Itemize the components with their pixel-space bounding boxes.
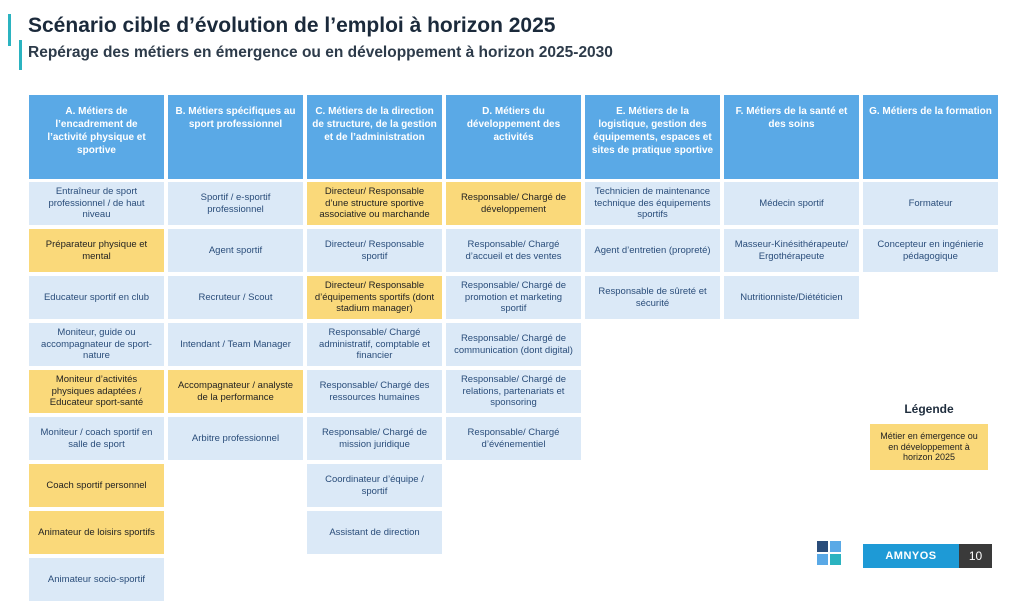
job-cell: Masseur-Kinésithérapeute/ Ergothérapeute (724, 229, 859, 272)
legend-title: Légende (904, 402, 954, 416)
column-header: A. Métiers de l’encadrement de l’activité physique et sportive (29, 95, 164, 179)
job-cell: Responsable/ Chargé de mission juridique (307, 417, 442, 460)
job-cell: Médecin sportif (724, 182, 859, 225)
cdps-logo-icon (817, 541, 847, 567)
job-cell: Sportif / e-sportif professionnel (168, 182, 303, 225)
job-cell-emerging: Responsable/ Chargé de développement (446, 182, 581, 225)
page-title: Scénario cible d’évolution de l’emploi à horizon 2025 (28, 14, 556, 37)
job-cell: Technicien de maintenance technique des équipements sportifs (585, 182, 720, 225)
job-cell: Coordinateur d’équipe / sportif (307, 464, 442, 507)
column-header: D. Métiers du développement des activités (446, 95, 581, 179)
job-cell: Responsable de sûreté et sécurité (585, 276, 720, 319)
job-cell: Assistant de direction (307, 511, 442, 554)
job-cell: Concepteur en ingénierie pédagogique (863, 229, 998, 272)
job-cell-emerging: Accompagnateur / analyste de la performance (168, 370, 303, 413)
job-cell-emerging: Animateur de loisirs sportifs (29, 511, 164, 554)
job-cell: Animateur socio-sportif (29, 558, 164, 601)
column-header: F. Métiers de la santé et des soins (724, 95, 859, 179)
job-cell: Recruteur / Scout (168, 276, 303, 319)
job-cell: Formateur (863, 182, 998, 225)
job-cell-emerging: Préparateur physique et mental (29, 229, 164, 272)
subtitle-accent-bar (19, 40, 22, 70)
page-subtitle: Repérage des métiers en émergence ou en développement à horizon 2025-2030 (28, 44, 613, 61)
column-header: E. Métiers de la logistique, gestion des équipements, espaces et sites de pratique sportive (585, 95, 720, 179)
jobs-grid (29, 95, 996, 585)
column-header: G. Métiers de la formation (863, 95, 998, 179)
page-number: 10 (959, 544, 992, 568)
column-header: B. Métiers spécifiques au sport professionnel (168, 95, 303, 179)
job-cell: Responsable/ Chargé de promotion et marketing sportif (446, 276, 581, 319)
job-cell: Responsable/ Chargé d’accueil et des ventes (446, 229, 581, 272)
title-accent-bar (8, 14, 11, 46)
job-cell-emerging: Coach sportif personnel (29, 464, 164, 507)
job-cell: Responsable/ Chargé des ressources humaines (307, 370, 442, 413)
footer-brand: AMNYOS (863, 544, 959, 568)
job-cell: Moniteur, guide ou accompagnateur de sport-nature (29, 323, 164, 366)
job-cell-emerging: Moniteur d’activités physiques adaptées / Educateur sport-santé (29, 370, 164, 413)
job-cell: Intendant / Team Manager (168, 323, 303, 366)
job-cell: Responsable/ Chargé administratif, comptable et financier (307, 323, 442, 366)
job-cell: Agent d’entretien (propreté) (585, 229, 720, 272)
job-cell: Arbitre professionnel (168, 417, 303, 460)
job-cell: Entraîneur de sport professionnel / de haut niveau (29, 182, 164, 225)
job-cell: Responsable/ Chargé de relations, partenariats et sponsoring (446, 370, 581, 413)
job-cell: Nutritionniste/Diététicien (724, 276, 859, 319)
job-cell: Responsable/ Chargé de communication (dont digital) (446, 323, 581, 366)
job-cell-emerging: Directeur/ Responsable d’une structure sportive associative ou marchande (307, 182, 442, 225)
job-cell: Agent sportif (168, 229, 303, 272)
job-cell-emerging: Directeur/ Responsable d’équipements sportifs (dont stadium manager) (307, 276, 442, 319)
job-cell: Moniteur / coach sportif en salle de sport (29, 417, 164, 460)
column-header: C. Métiers de la direction de structure, de la gestion et de l’administration (307, 95, 442, 179)
job-cell: Educateur sportif en club (29, 276, 164, 319)
job-cell: Directeur/ Responsable sportif (307, 229, 442, 272)
legend-emerging-swatch: Métier en émergence ou en développement à horizon 2025 (870, 424, 988, 470)
job-cell: Responsable/ Chargé d’événementiel (446, 417, 581, 460)
